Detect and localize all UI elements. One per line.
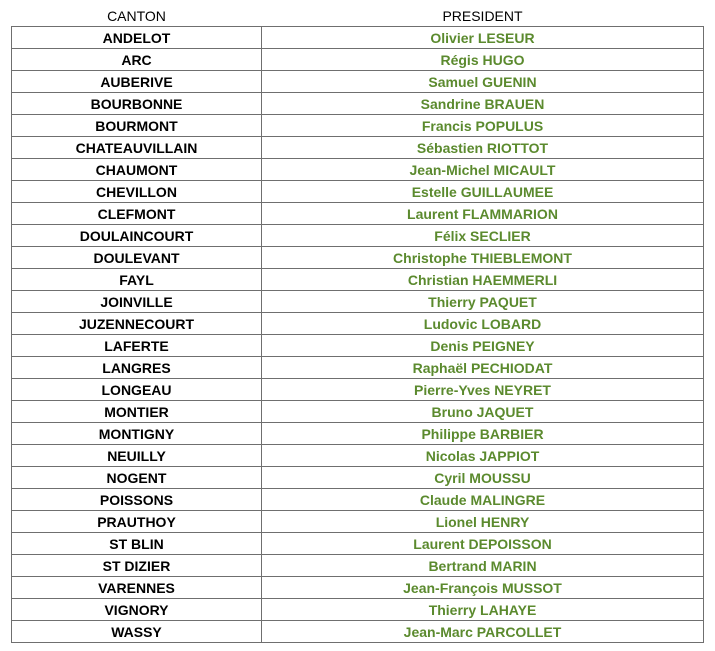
canton-cell: JUZENNECOURT — [12, 313, 262, 335]
president-cell: Philippe BARBIER — [262, 423, 704, 445]
canton-cell: LAFERTE — [12, 335, 262, 357]
table-row — [12, 511, 704, 533]
table-header — [12, 6, 704, 27]
canton-cell: MONTIER — [12, 401, 262, 423]
canton-cell: VIGNORY — [12, 599, 262, 621]
table-row — [12, 489, 704, 511]
canton-cell: DOULAINCOURT — [12, 225, 262, 247]
president-cell: Bruno JAQUET — [262, 401, 704, 423]
president-cell: Ludovic LOBARD — [262, 313, 704, 335]
president-cell: Félix SECLIER — [262, 225, 704, 247]
canton-cell: CHAUMONT — [12, 159, 262, 181]
table-row — [12, 467, 704, 489]
president-cell: Christian HAEMMERLI — [262, 269, 704, 291]
canton-cell: MONTIGNY — [12, 423, 262, 445]
table-row — [12, 599, 704, 621]
table-row — [12, 621, 704, 643]
president-cell: Laurent FLAMMARION — [262, 203, 704, 225]
president-cell: Régis HUGO — [262, 49, 704, 71]
president-cell: Cyril MOUSSU — [262, 467, 704, 489]
table-row — [12, 423, 704, 445]
president-cell: Nicolas JAPPIOT — [262, 445, 704, 467]
president-cell: Thierry LAHAYE — [262, 599, 704, 621]
president-cell: Estelle GUILLAUMEE — [262, 181, 704, 203]
canton-cell: ANDELOT — [12, 27, 262, 49]
table-row — [12, 159, 704, 181]
canton-president-sheet — [11, 6, 703, 643]
president-cell: Sébastien RIOTTOT — [262, 137, 704, 159]
table-row — [12, 247, 704, 269]
president-cell: Bertrand MARIN — [262, 555, 704, 577]
president-cell: Pierre-Yves NEYRET — [262, 379, 704, 401]
canton-cell: NEUILLY — [12, 445, 262, 467]
president-cell: Olivier LESEUR — [262, 27, 704, 49]
president-cell: Jean-Michel MICAULT — [262, 159, 704, 181]
canton-cell: CHEVILLON — [12, 181, 262, 203]
table-row — [12, 181, 704, 203]
president-cell: Christophe THIEBLEMONT — [262, 247, 704, 269]
canton-cell: ARC — [12, 49, 262, 71]
canton-cell: VARENNES — [12, 577, 262, 599]
canton-cell: FAYL — [12, 269, 262, 291]
canton-cell: DOULEVANT — [12, 247, 262, 269]
canton-cell: AUBERIVE — [12, 71, 262, 93]
table-row — [12, 49, 704, 71]
table-row — [12, 401, 704, 423]
canton-cell: PRAUTHOY — [12, 511, 262, 533]
header-row — [12, 6, 704, 27]
president-cell: Thierry PAQUET — [262, 291, 704, 313]
table-row — [12, 291, 704, 313]
canton-cell: ST DIZIER — [12, 555, 262, 577]
table-row — [12, 577, 704, 599]
president-cell: Francis POPULUS — [262, 115, 704, 137]
table-row — [12, 533, 704, 555]
table-row — [12, 313, 704, 335]
canton-cell: POISSONS — [12, 489, 262, 511]
canton-cell: CLEFMONT — [12, 203, 262, 225]
canton-cell: LANGRES — [12, 357, 262, 379]
table-row — [12, 269, 704, 291]
canton-cell: BOURMONT — [12, 115, 262, 137]
president-column-header: PRESIDENT — [442, 8, 523, 24]
president-cell: Jean-François MUSSOT — [262, 577, 704, 599]
president-cell: Sandrine BRAUEN — [262, 93, 704, 115]
canton-cell: NOGENT — [12, 467, 262, 489]
president-cell: Raphaël PECHIODAT — [262, 357, 704, 379]
table-row — [12, 445, 704, 467]
table-row — [12, 137, 704, 159]
canton-cell: WASSY — [12, 621, 262, 643]
canton-cell: LONGEAU — [12, 379, 262, 401]
table-row — [12, 379, 704, 401]
table-row — [12, 203, 704, 225]
president-cell: Laurent DEPOISSON — [262, 533, 704, 555]
canton-cell: JOINVILLE — [12, 291, 262, 313]
president-cell: Denis PEIGNEY — [262, 335, 704, 357]
table-row — [12, 115, 704, 137]
president-cell: Jean-Marc PARCOLLET — [262, 621, 704, 643]
canton-president-table — [11, 6, 704, 643]
president-cell: Samuel GUENIN — [262, 71, 704, 93]
canton-column-header: CANTON — [107, 8, 166, 24]
president-cell: Lionel HENRY — [262, 511, 704, 533]
table-row — [12, 357, 704, 379]
table-row — [12, 225, 704, 247]
table-row — [12, 27, 704, 49]
table-body — [12, 27, 704, 643]
table-row — [12, 71, 704, 93]
table-row — [12, 93, 704, 115]
canton-cell: BOURBONNE — [12, 93, 262, 115]
table-row — [12, 555, 704, 577]
table-row — [12, 335, 704, 357]
president-cell: Claude MALINGRE — [262, 489, 704, 511]
canton-cell: ST BLIN — [12, 533, 262, 555]
canton-cell: CHATEAUVILLAIN — [12, 137, 262, 159]
